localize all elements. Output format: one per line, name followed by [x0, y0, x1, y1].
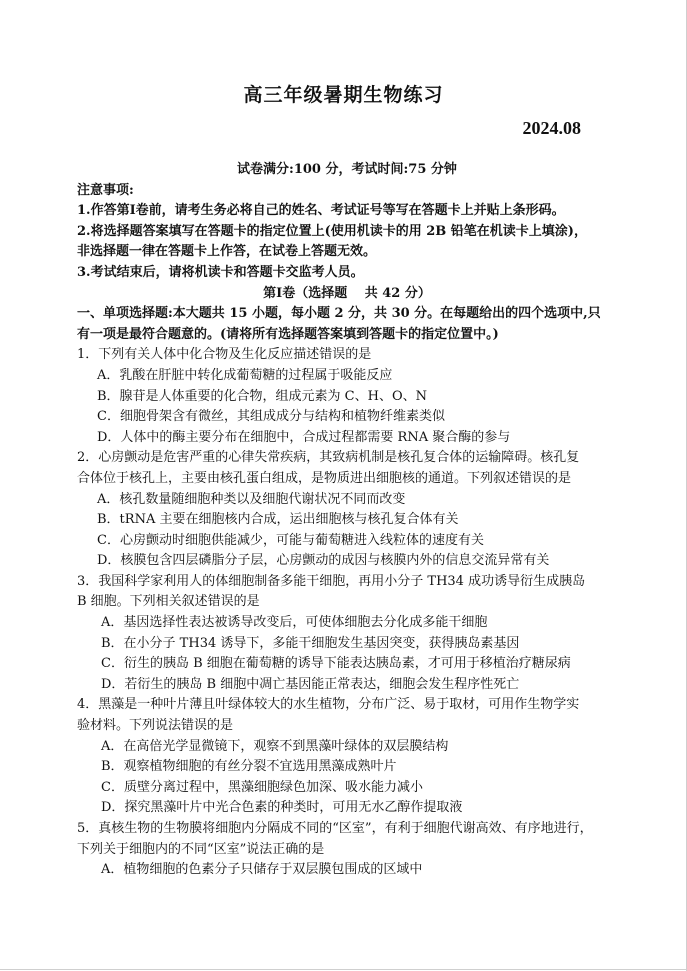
- question-2-option-b: B．tRNA 主要在细胞核内合成，运出细胞核与核孔复合体有关: [97, 512, 459, 528]
- question-3-option-d: D．若衍生的胰岛 B 细胞中凋亡基因能正常表达，细胞会发生程序性死亡: [101, 676, 520, 692]
- question-5-stem-cont: 下列关于细胞内的不同“区室”说法正确的是: [77, 841, 325, 857]
- notice-item-2-cont: 非选择题一律在答题卡上作答，在试卷上答题无效。: [77, 244, 377, 260]
- exam-date: 2024.08: [522, 118, 581, 138]
- question-3-stem: 3．我国科学家利用人的体细胞制备多能干细胞，再用小分子 TH34 成功诱导衍生成胰岛: [77, 573, 586, 589]
- page-bottom-border: [0, 969, 687, 970]
- question-4-option-c: C．质壁分离过程中，黑藻细胞绿色加深、吸水能力减小: [101, 779, 423, 795]
- notice-item-3: 3.考试结束后，请将机读卡和答题卡交监考人员。: [77, 264, 364, 280]
- question-4-stem-cont: 验材料。下列说法错误的是: [77, 718, 234, 734]
- question-3-option-a: A．基因选择性表达被诱导改变后，可使体细胞去分化成多能干细胞: [101, 615, 488, 631]
- question-4-option-d: D．探究黑藻叶片中光合色素的种类时，可用无水乙醇作提取液: [101, 800, 463, 816]
- question-2-option-c: C．心房颤动时细胞供能减少，可能与葡萄糖进入线粒体的速度有关: [97, 532, 484, 548]
- question-2-option-d: D．核膜包含四层磷脂分子层，心房颤动的成因与核膜内外的信息交流异常有关: [97, 553, 550, 569]
- section-intro: 一、单项选择题:本大题共 15 小题，每小题 2 分，共 30 分。在每题给出的四个选项中,只: [77, 306, 601, 322]
- question-4-stem: 4．黑藻是一种叶片薄且叶绿体较大的水生植物，分布广泛、易于取材，可用作生物学实: [77, 697, 580, 713]
- question-3-option-c: C．衍生的胰岛 B 细胞在葡萄糖的诱导下能表达胰岛素，才可用于移植治疗糖尿病: [101, 656, 571, 672]
- question-4-option-a: A．在高倍光学显微镜下，观察不到黑藻叶绿体的双层膜结构: [101, 738, 449, 754]
- question-2-stem-cont: 合体位于核孔上，主要由核孔蛋白组成，是物质进出细胞核的通道。下列叙述错误的是: [77, 470, 572, 486]
- notice-heading: 注意事项:: [77, 182, 134, 198]
- question-2-stem: 2．心房颤动是危害严重的心律失常疾病，其致病机制是核孔复合体的运输障碍。核孔复: [77, 450, 580, 466]
- exam-info: 试卷满分:100 分，考试时间:75 分钟: [237, 162, 457, 177]
- question-5-option-a: A．植物细胞的色素分子只储存于双层膜包围成的区域中: [101, 862, 423, 878]
- question-5-stem: 5．真核生物的生物膜将细胞内分隔成不同的“区室”，有利于细胞代谢高效、有序地进行，: [77, 821, 593, 836]
- question-1-option-d: D．人体中的酶主要分布在细胞中，合成过程都需要 RNA 聚合酶的参与: [97, 429, 511, 445]
- question-3-stem-cont: B 细胞。下列相关叙述错误的是: [77, 594, 260, 610]
- question-3-option-b: B．在小分子 TH34 诱导下，多能干细胞发生基因突变，获得胰岛素基因: [101, 635, 520, 651]
- question-1-stem: 1．下列有关人体中化合物及生化反应描述错误的是: [77, 347, 372, 363]
- section-heading: 第Ⅰ卷（选择题 共 42 分）: [263, 285, 431, 301]
- exam-content: [77, 160, 617, 881]
- question-1-option-c: C．细胞骨架含有微丝，其组成成分与结构和植物纤维素类似: [97, 409, 445, 425]
- page-title: 高三年级暑期生物练习: [243, 84, 444, 106]
- question-4-option-b: B．观察植物细胞的有丝分裂不宜选用黑藻成熟叶片: [101, 759, 397, 775]
- notice-item-1: 1.作答第Ⅰ卷前，请考生务必将自己的姓名、考试证号等写在答题卡上并贴上条形码。: [77, 203, 565, 219]
- notice-item-2: 2.将选择题答案填写在答题卡的指定位置上(使用机读卡的用 2B 铅笔在机读卡上填涂)，: [77, 223, 587, 239]
- question-1-option-a: A．乳酸在肝脏中转化成葡萄糖的过程属于吸能反应: [97, 367, 393, 383]
- question-2-option-a: A．核孔数量随细胞种类以及细胞代谢状况不同而改变: [97, 491, 406, 507]
- question-1-option-b: B．腺苷是人体重要的化合物，组成元素为 C、H、O、N: [97, 388, 428, 404]
- section-intro-cont: 有一项是最符合题意的。(请将所有选择题答案填到答题卡的指定位置中。): [77, 326, 499, 342]
